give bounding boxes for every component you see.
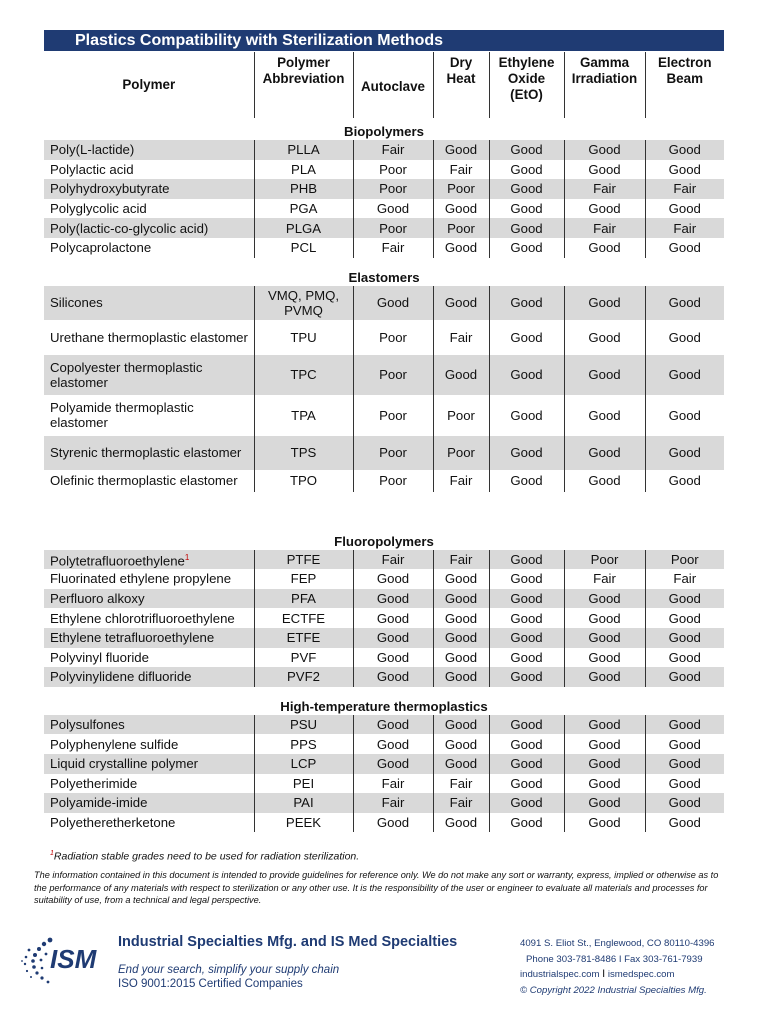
cell-autoclave: Fair xyxy=(353,550,433,570)
table-row xyxy=(44,436,724,470)
spacer-row xyxy=(44,492,724,512)
cell-electron-beam: Good xyxy=(645,140,724,160)
cell-polymer xyxy=(44,550,254,570)
cell-ethylene-oxide: Good xyxy=(489,238,564,258)
cell-abbreviation: TPA xyxy=(254,395,353,436)
cell-gamma: Fair xyxy=(564,569,645,589)
cell-ethylene-oxide: Good xyxy=(489,589,564,609)
cell-autoclave: Good xyxy=(353,813,433,833)
cell-autoclave: Poor xyxy=(353,160,433,180)
cell-gamma: Good xyxy=(564,140,645,160)
polymer-name: Polytetrafluoroethylene xyxy=(50,553,185,569)
cell-dry-heat: Good xyxy=(433,140,489,160)
table-row xyxy=(44,813,724,833)
cell-autoclave: Poor xyxy=(353,395,433,436)
cell-autoclave: Good xyxy=(353,199,433,219)
cell-polymer: Fluorinated ethylene propylene xyxy=(50,571,232,587)
cell-gamma: Good xyxy=(564,199,645,219)
company-name: Industrial Specialties Mfg. and IS Med Specialties xyxy=(118,934,458,950)
cell-electron-beam: Good xyxy=(645,608,724,628)
cell-polymer: Copolyester thermoplastic elastomer xyxy=(44,355,254,395)
cell-polymer: Polyphenylene sulfide xyxy=(50,736,179,752)
section-header xyxy=(44,687,724,715)
cell-polymer: Polylactic acid xyxy=(50,161,134,177)
cell-ethylene-oxide: Good xyxy=(489,160,564,180)
table-row xyxy=(44,667,724,687)
cell-polymer: Polyamide-imide xyxy=(44,793,254,813)
table-row xyxy=(44,589,724,609)
cell-ethylene-oxide: Good xyxy=(489,355,564,395)
section-header xyxy=(44,258,724,286)
section-header xyxy=(44,118,724,140)
cell-abbreviation: PVF xyxy=(254,648,353,668)
cell-dry-heat: Fair xyxy=(433,160,489,180)
header-autoclave: Autoclave xyxy=(353,52,433,118)
cell-polymer: Liquid crystalline polymer xyxy=(44,754,254,774)
cell-abbreviation: PLA xyxy=(254,160,353,180)
cell-autoclave: Fair xyxy=(353,238,433,258)
cell-abbreviation: PVF2 xyxy=(254,667,353,687)
cell-autoclave: Good xyxy=(353,608,433,628)
footnote xyxy=(50,850,359,863)
cell-ethylene-oxide: Good xyxy=(489,813,564,833)
section-header xyxy=(44,512,724,550)
cell-abbreviation: PTFE xyxy=(254,550,353,570)
cell-ethylene-oxide: Good xyxy=(489,754,564,774)
cell-dry-heat: Poor xyxy=(433,179,489,199)
logo-text: ISM xyxy=(50,944,97,974)
copyright: © Copyright 2022 Industrial Specialties Mfg. xyxy=(520,984,707,996)
cell-polymer: Urethane thermoplastic elastomer xyxy=(50,329,248,345)
header-row xyxy=(44,52,724,118)
cell-gamma: Good xyxy=(564,395,645,436)
cell-abbreviation: TPU xyxy=(254,320,353,355)
website-ismedspec[interactable]: ismedspec.com xyxy=(607,969,675,980)
section-title: High-temperature thermoplastics xyxy=(280,698,488,714)
cell-autoclave: Good xyxy=(353,589,433,609)
cell-gamma: Good xyxy=(564,667,645,687)
cell-abbreviation: PPS xyxy=(254,734,353,754)
footnote-text: Radiation stable grades need to be used for radiation sterilization. xyxy=(53,850,360,863)
cell-ethylene-oxide: Good xyxy=(489,648,564,668)
cell-dry-heat: Good xyxy=(433,238,489,258)
cell-abbreviation: PEI xyxy=(254,774,353,794)
table-row xyxy=(44,648,724,668)
cell-polymer: Poly(lactic-co-glycolic acid) xyxy=(44,218,254,238)
cell-polymer: Polyvinylidene difluoride xyxy=(44,667,254,687)
cell-gamma: Good xyxy=(564,470,645,492)
cell-dry-heat: Good xyxy=(433,355,489,395)
website-industrialspec[interactable]: industrialspec.com xyxy=(520,969,600,980)
table-row xyxy=(44,238,724,258)
cell-gamma: Good xyxy=(564,286,645,320)
cell-gamma: Poor xyxy=(564,550,645,570)
cell-electron-beam: Fair xyxy=(645,179,724,199)
cell-ethylene-oxide: Good xyxy=(489,199,564,219)
table-row xyxy=(44,140,724,160)
cell-dry-heat: Fair xyxy=(433,774,489,794)
cell-electron-beam: Good xyxy=(645,667,724,687)
table-row xyxy=(44,320,724,355)
table-row xyxy=(44,774,724,794)
cell-electron-beam: Good xyxy=(645,286,724,320)
cell-autoclave: Poor xyxy=(353,436,433,470)
cell-electron-beam: Good xyxy=(645,628,724,648)
cell-abbreviation: PAI xyxy=(254,793,353,813)
compatibility-table xyxy=(44,52,724,832)
iso-certification: ISO 9001:2015 Certified Companies xyxy=(118,978,303,990)
cell-abbreviation: PEEK xyxy=(254,813,353,833)
cell-electron-beam: Good xyxy=(645,395,724,436)
cell-polymer: Styrenic thermoplastic elastomer xyxy=(44,436,254,470)
cell-gamma: Good xyxy=(564,160,645,180)
cell-abbreviation: TPS xyxy=(254,436,353,470)
cell-polymer: Polyetheretherketone xyxy=(50,814,176,830)
ism-logo xyxy=(20,930,108,988)
cell-electron-beam: Good xyxy=(645,648,724,668)
header-ethylene-oxide: Ethylene Oxide (EtO) xyxy=(489,52,564,118)
contact-block xyxy=(520,936,715,998)
address: 4091 S. Eliot St., Englewood, CO 80110-4396 xyxy=(520,938,715,949)
cell-ethylene-oxide: Good xyxy=(489,140,564,160)
cell-gamma: Fair xyxy=(564,218,645,238)
cell-polymer: Poly(L-lactide) xyxy=(44,140,254,160)
header-dry-heat: Dry Heat xyxy=(433,52,489,118)
disclaimer: The information contained in this document is intended to provide guidelines for reference only. We do not make any sort or warranty, express, implied or otherwise as to the performance of any materials with respect to sterilization or any other use. It is the responsibility of the user or engineer to evaluate all materials and processes for suitability of use, from a technical and legal perspective. xyxy=(34,870,719,905)
cell-abbreviation: PHB xyxy=(254,179,353,199)
cell-dry-heat: Fair xyxy=(433,320,489,355)
phone-fax: Phone 303-781-8486 I Fax 303-761-7939 xyxy=(526,953,703,965)
cell-polymer: Polysulfones xyxy=(44,715,254,735)
cell-ethylene-oxide: Good xyxy=(489,320,564,355)
cell-electron-beam: Good xyxy=(645,774,724,794)
cell-abbreviation: PFA xyxy=(254,589,353,609)
cell-autoclave: Good xyxy=(353,734,433,754)
cell-dry-heat: Good xyxy=(433,589,489,609)
cell-polymer: Olefinic thermoplastic elastomer xyxy=(50,473,238,489)
section-title: Elastomers xyxy=(348,269,420,285)
cell-dry-heat: Good xyxy=(433,648,489,668)
header-polymer: Polymer xyxy=(122,77,176,92)
cell-electron-beam: Fair xyxy=(645,218,724,238)
section-title: Biopolymers xyxy=(344,124,424,139)
table-row xyxy=(44,734,724,754)
cell-gamma: Good xyxy=(564,628,645,648)
cell-electron-beam: Good xyxy=(645,355,724,395)
cell-polymer: Ethylene tetrafluoroethylene xyxy=(44,628,254,648)
footnote-ref: 1 xyxy=(184,553,190,563)
header-electron-beam: Electron Beam xyxy=(645,52,724,118)
cell-dry-heat: Fair xyxy=(433,793,489,813)
cell-polymer: Silicones xyxy=(44,286,254,320)
cell-gamma: Good xyxy=(564,813,645,833)
cell-ethylene-oxide: Good xyxy=(489,734,564,754)
cell-polymer: Ethylene chlorotrifluoroethylene xyxy=(50,610,235,626)
cell-ethylene-oxide: Good xyxy=(489,436,564,470)
table-row xyxy=(44,179,724,199)
table-row xyxy=(44,608,724,628)
table-row xyxy=(44,754,724,774)
cell-electron-beam: Poor xyxy=(645,550,724,570)
spacer-cell xyxy=(44,492,724,512)
cell-gamma: Good xyxy=(564,754,645,774)
cell-abbreviation: TPO xyxy=(254,470,353,492)
cell-ethylene-oxide: Good xyxy=(489,179,564,199)
table-body xyxy=(44,118,724,832)
header-abbreviation: Polymer Abbreviation xyxy=(254,52,353,118)
cell-abbreviation: ETFE xyxy=(254,628,353,648)
cell-abbreviation: PLGA xyxy=(254,218,353,238)
cell-dry-heat: Good xyxy=(433,199,489,219)
footnote-marker: 1 xyxy=(50,850,54,857)
table-row xyxy=(44,628,724,648)
table-row xyxy=(44,286,724,320)
cell-polymer: Polycaprolactone xyxy=(50,240,152,256)
cell-electron-beam: Good xyxy=(645,813,724,833)
websites xyxy=(520,967,715,983)
header-gamma-irradiation: Gamma Irradiation xyxy=(564,52,645,118)
cell-dry-heat: Poor xyxy=(433,395,489,436)
cell-autoclave: Fair xyxy=(353,793,433,813)
cell-abbreviation: PSU xyxy=(254,715,353,735)
cell-abbreviation: FEP xyxy=(254,569,353,589)
table-row xyxy=(44,218,724,238)
cell-gamma: Good xyxy=(564,436,645,470)
table-row xyxy=(44,793,724,813)
cell-gamma: Good xyxy=(564,774,645,794)
cell-electron-beam: Good xyxy=(645,199,724,219)
cell-dry-heat: Poor xyxy=(433,218,489,238)
cell-electron-beam: Good xyxy=(645,754,724,774)
cell-ethylene-oxide: Good xyxy=(489,715,564,735)
cell-autoclave: Poor xyxy=(353,470,433,492)
cell-polymer: Polyetherimide xyxy=(50,775,138,791)
cell-autoclave: Fair xyxy=(353,774,433,794)
cell-electron-beam: Good xyxy=(645,470,724,492)
cell-abbreviation: VMQ, PMQ, PVMQ xyxy=(254,286,353,320)
cell-dry-heat: Fair xyxy=(433,550,489,570)
cell-abbreviation: PLLA xyxy=(254,140,353,160)
cell-polymer: Perfluoro alkoxy xyxy=(44,589,254,609)
cell-dry-heat: Good xyxy=(433,754,489,774)
cell-gamma: Good xyxy=(564,648,645,668)
cell-ethylene-oxide: Good xyxy=(489,470,564,492)
cell-autoclave: Good xyxy=(353,715,433,735)
cell-gamma: Good xyxy=(564,734,645,754)
cell-electron-beam: Good xyxy=(645,320,724,355)
cell-gamma: Good xyxy=(564,793,645,813)
cell-dry-heat: Good xyxy=(433,286,489,320)
cell-electron-beam: Good xyxy=(645,793,724,813)
cell-ethylene-oxide: Good xyxy=(489,395,564,436)
table-row xyxy=(44,715,724,735)
cell-ethylene-oxide: Good xyxy=(489,218,564,238)
cell-autoclave: Good xyxy=(353,667,433,687)
cell-autoclave: Good xyxy=(353,628,433,648)
cell-ethylene-oxide: Good xyxy=(489,667,564,687)
cell-autoclave: Good xyxy=(353,569,433,589)
section-title: Fluoropolymers xyxy=(334,533,434,549)
cell-electron-beam: Good xyxy=(645,734,724,754)
cell-electron-beam: Fair xyxy=(645,569,724,589)
cell-gamma: Good xyxy=(564,589,645,609)
cell-autoclave: Poor xyxy=(353,218,433,238)
cell-dry-heat: Good xyxy=(433,628,489,648)
cell-dry-heat: Good xyxy=(433,608,489,628)
table-row xyxy=(44,550,724,570)
cell-autoclave: Good xyxy=(353,286,433,320)
cell-electron-beam: Good xyxy=(645,238,724,258)
cell-autoclave: Poor xyxy=(353,179,433,199)
cell-polymer: Polyhydroxybutyrate xyxy=(44,179,254,199)
cell-polymer: Polyamide thermoplastic elastomer xyxy=(50,400,194,431)
cell-autoclave: Good xyxy=(353,648,433,668)
cell-autoclave: Good xyxy=(353,754,433,774)
cell-autoclave: Poor xyxy=(353,355,433,395)
cell-gamma: Good xyxy=(564,238,645,258)
cell-electron-beam: Good xyxy=(645,436,724,470)
cell-dry-heat: Good xyxy=(433,715,489,735)
cell-gamma: Good xyxy=(564,320,645,355)
cell-dry-heat: Good xyxy=(433,734,489,754)
cell-abbreviation: PCL xyxy=(254,238,353,258)
cell-ethylene-oxide: Good xyxy=(489,286,564,320)
cell-ethylene-oxide: Good xyxy=(489,550,564,570)
cell-abbreviation: ECTFE xyxy=(254,608,353,628)
cell-abbreviation: TPC xyxy=(254,355,353,395)
cell-gamma: Good xyxy=(564,715,645,735)
cell-abbreviation: LCP xyxy=(254,754,353,774)
table-row xyxy=(44,569,724,589)
cell-dry-heat: Good xyxy=(433,813,489,833)
cell-electron-beam: Good xyxy=(645,715,724,735)
cell-ethylene-oxide: Good xyxy=(489,608,564,628)
cell-autoclave: Fair xyxy=(353,140,433,160)
table-row xyxy=(44,355,724,395)
cell-gamma: Good xyxy=(564,355,645,395)
cell-dry-heat: Good xyxy=(433,569,489,589)
cell-dry-heat: Fair xyxy=(433,470,489,492)
cell-dry-heat: Poor xyxy=(433,436,489,470)
cell-autoclave: Poor xyxy=(353,320,433,355)
website-separator: I xyxy=(602,968,606,980)
page-title: Plastics Compatibility with Sterilization Methods xyxy=(44,30,724,51)
cell-polymer: Polyglycolic acid xyxy=(50,201,147,217)
table-row xyxy=(44,395,724,436)
cell-ethylene-oxide: Good xyxy=(489,628,564,648)
tagline: End your search, simplify your supply chain xyxy=(118,964,340,976)
table-row xyxy=(44,160,724,180)
table-row xyxy=(44,470,724,492)
cell-ethylene-oxide: Good xyxy=(489,774,564,794)
cell-polymer: Polyvinyl fluoride xyxy=(50,649,149,665)
cell-ethylene-oxide: Good xyxy=(489,793,564,813)
cell-ethylene-oxide: Good xyxy=(489,569,564,589)
cell-abbreviation: PGA xyxy=(254,199,353,219)
cell-gamma: Good xyxy=(564,608,645,628)
table-row xyxy=(44,199,724,219)
cell-gamma: Fair xyxy=(564,179,645,199)
cell-dry-heat: Good xyxy=(433,667,489,687)
cell-electron-beam: Good xyxy=(645,589,724,609)
cell-electron-beam: Good xyxy=(645,160,724,180)
